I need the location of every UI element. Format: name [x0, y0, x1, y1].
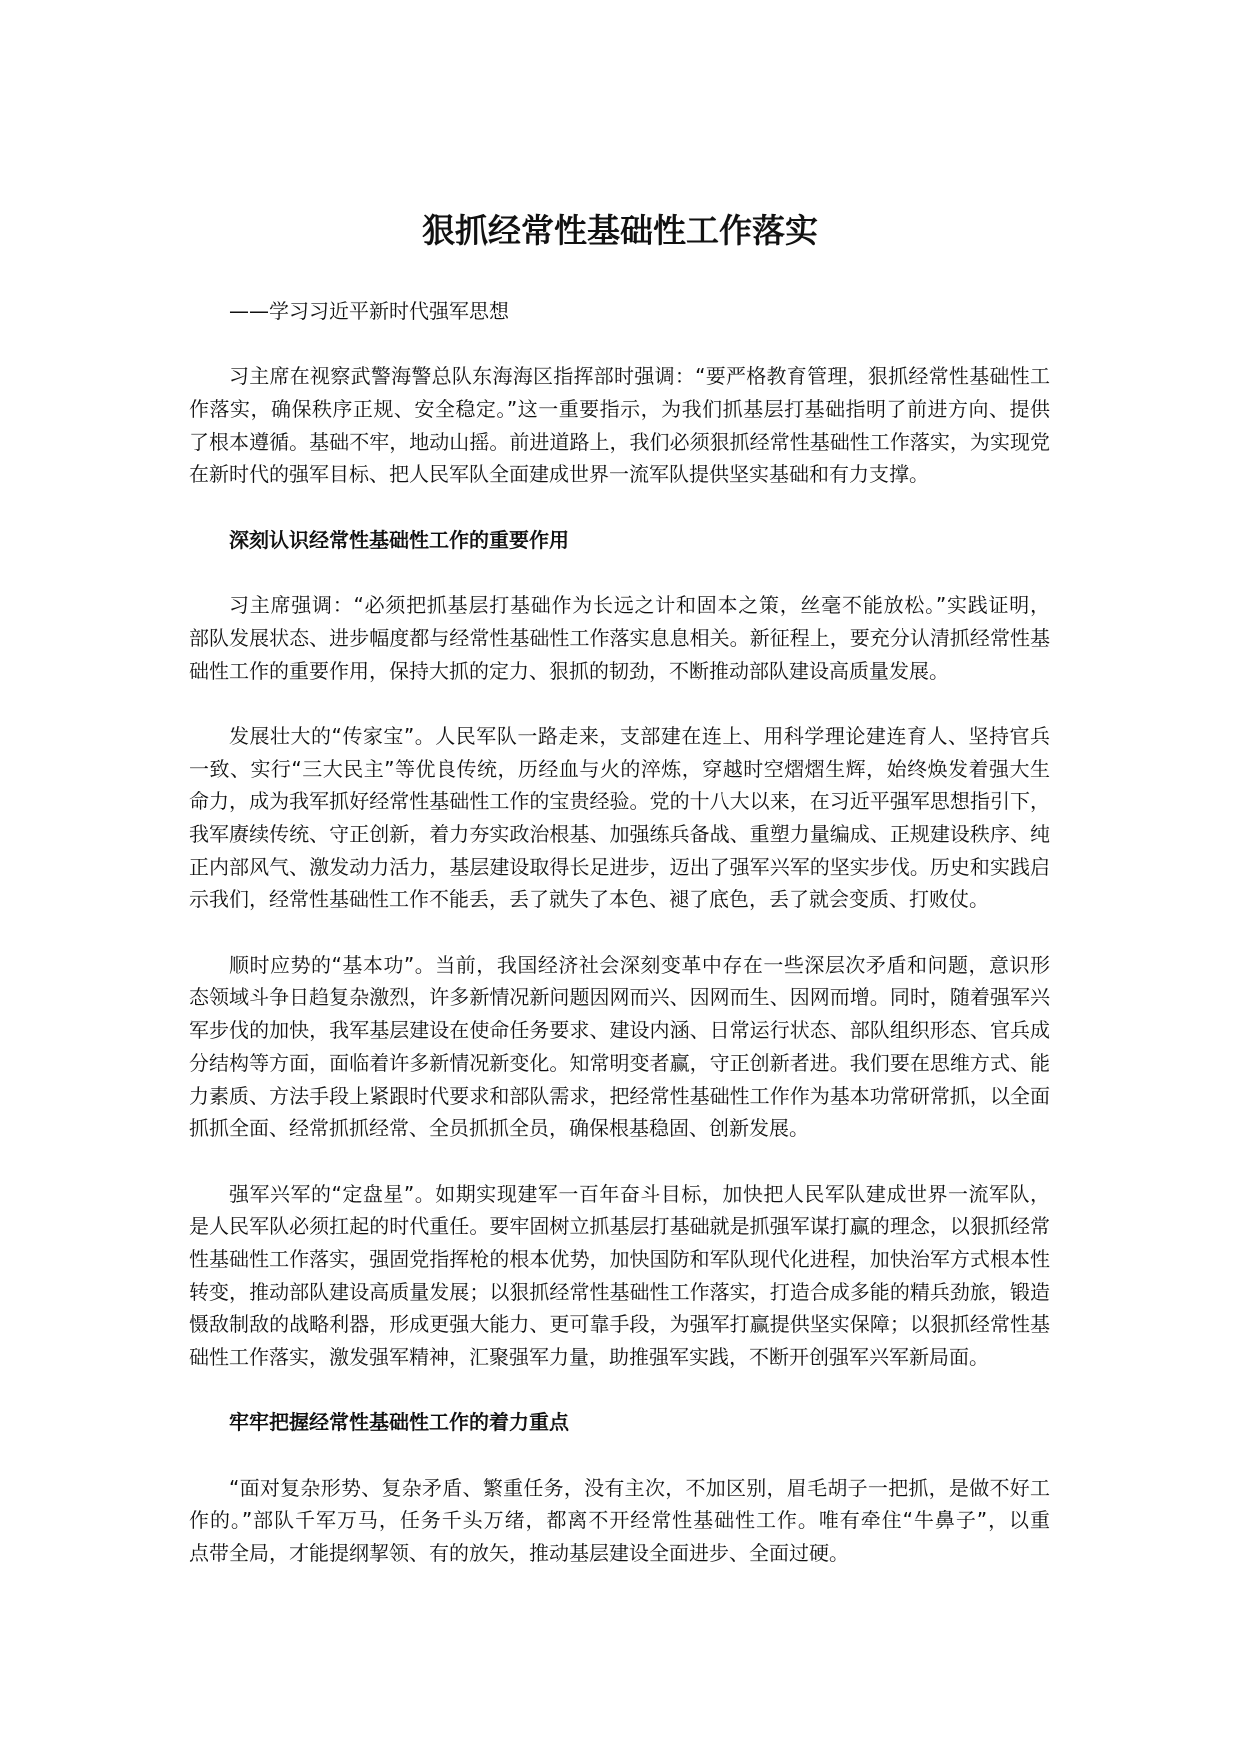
body-paragraph	[189, 720, 1050, 916]
paragraph-line: 转变，推动部队建设高质量发展；以狠抓经常性基础性工作落实，打造合成多能的精兵劲旅，锻造	[189, 1279, 1050, 1304]
section-heading: 牢牢把握经常性基础性工作的着力重点	[229, 1410, 569, 1435]
body-paragraph	[189, 949, 1050, 1145]
paragraph-line: 我军赓续传统、守正创新，着力夯实政治根基、加强练兵备战、重塑力量编成、正规建设秩序、纯	[189, 822, 1050, 847]
paragraph-line: 一致、实行“三大民主”等优良传统，历经血与火的淬炼，穿越时空熠熠生辉，始终焕发着强大生	[189, 756, 1050, 781]
paragraph-line: 示我们，经常性基础性工作不能丢，丢了就失了本色、褪了底色，丢了就会变质、打败仗。	[189, 887, 989, 912]
paragraph-line: 作落实，确保秩序正规、安全稳定。”这一重要指示，为我们抓基层打基础指明了前进方向、提供	[189, 397, 1050, 422]
paragraph-line: 军步伐的加快，我军基层建设在使命任务要求、建设内涵、日常运行状态、部队组织形态、官兵成	[189, 1018, 1050, 1043]
paragraph-line: 在新时代的强军目标、把人民军队全面建成世界一流军队提供坚实基础和有力支撑。	[189, 462, 929, 487]
paragraph-line: 态领域斗争日趋复杂激烈，许多新情况新问题因网而兴、因网而生、因网而增。同时，随着强军兴	[189, 985, 1050, 1010]
paragraph-line: 顺时应势的“基本功”。当前，我国经济社会深刻变革中存在一些深层次矛盾和问题，意识形	[229, 952, 1050, 977]
paragraph-line: 分结构等方面，面临着许多新情况新变化。知常明变者赢，守正创新者进。我们要在思维方式、能	[189, 1050, 1050, 1075]
paragraph-line: 发展壮大的“传家宝”。人民军队一路走来，支部建在连上、用科学理论建连育人、坚持官兵	[229, 723, 1050, 748]
paragraph-line: 作的。”部队千军万马，任务千头万绪，都离不开经常性基础性工作。唯有牵住“牛鼻子”，以重	[189, 1508, 1050, 1533]
paragraph-line: 点带全局，才能提纲挈领、有的放矢，推动基层建设全面进步、全面过硬。	[189, 1541, 849, 1566]
paragraph-line: 抓抓全面、经常抓抓经常、全员抓抓全员，确保根基稳固、创新发展。	[189, 1116, 809, 1141]
paragraph-line: 慑敌制敌的战略利器，形成更强大能力、更可靠手段，为强军打赢提供坚实保障；以狠抓经常性基	[189, 1312, 1050, 1337]
paragraph-line: 命力，成为我军抓好经常性基础性工作的宝贵经验。党的十八大以来，在习近平强军思想指引下，	[189, 789, 1050, 814]
paragraph-line: 是人民军队必须扛起的时代重任。要牢固树立抓基层打基础就是抓强军谋打赢的理念，以狠抓经常	[189, 1214, 1050, 1239]
paragraph-line: 性基础性工作落实，强固党指挥枪的根本优势，加快国防和军队现代化进程，加快治军方式根本性	[189, 1246, 1050, 1271]
paragraph-line: 习主席强调：“必须把抓基层打基础作为长远之计和固本之策，丝毫不能放松。”实践证明，	[229, 593, 1050, 618]
paragraph-line: “面对复杂形势、复杂矛盾、繁重任务，没有主次，不加区别，眉毛胡子一把抓，是做不好工	[229, 1475, 1050, 1500]
paragraph-line: 力素质、方法手段上紧跟时代要求和部队需求，把经常性基础性工作作为基本功常研常抓，以全面	[189, 1083, 1050, 1108]
document-subtitle: ——学习习近平新时代强军思想	[229, 299, 509, 323]
paragraph-line: 强军兴军的“定盘星”。如期实现建军一百年奋斗目标，加快把人民军队建成世界一流军队，	[229, 1181, 1050, 1206]
paragraph-line: 习主席在视察武警海警总队东海海区指挥部时强调：“要严格教育管理，狠抓经常性基础性工	[229, 364, 1050, 389]
section-heading: 深刻认识经常性基础性工作的重要作用	[229, 527, 569, 552]
document-title: 狠抓经常性基础性工作落实	[422, 211, 818, 250]
body-paragraph	[189, 1472, 1050, 1570]
paragraph-line: 正内部风气、激发动力活力，基层建设取得长足进步，迈出了强军兴军的坚实步伐。历史和实践启	[189, 854, 1050, 879]
paragraph-line: 础性工作落实，激发强军精神，汇聚强军力量，助推强军实践，不断开创强军兴军新局面。	[189, 1345, 989, 1370]
body-paragraph	[189, 1178, 1050, 1374]
paragraph-line: 础性工作的重要作用，保持大抓的定力、狠抓的韧劲，不断推动部队建设高质量发展。	[189, 658, 949, 683]
body-paragraph	[189, 589, 1050, 687]
paragraph-line: 了根本遵循。基础不牢，地动山摇。前进道路上，我们必须狠抓经常性基础性工作落实，为实现党	[189, 429, 1050, 454]
document-body	[189, 295, 1050, 1603]
body-paragraph	[189, 360, 1050, 491]
paragraph-line: 部队发展状态、进步幅度都与经常性基础性工作落实息息相关。新征程上，要充分认清抓经常性基	[189, 625, 1050, 650]
